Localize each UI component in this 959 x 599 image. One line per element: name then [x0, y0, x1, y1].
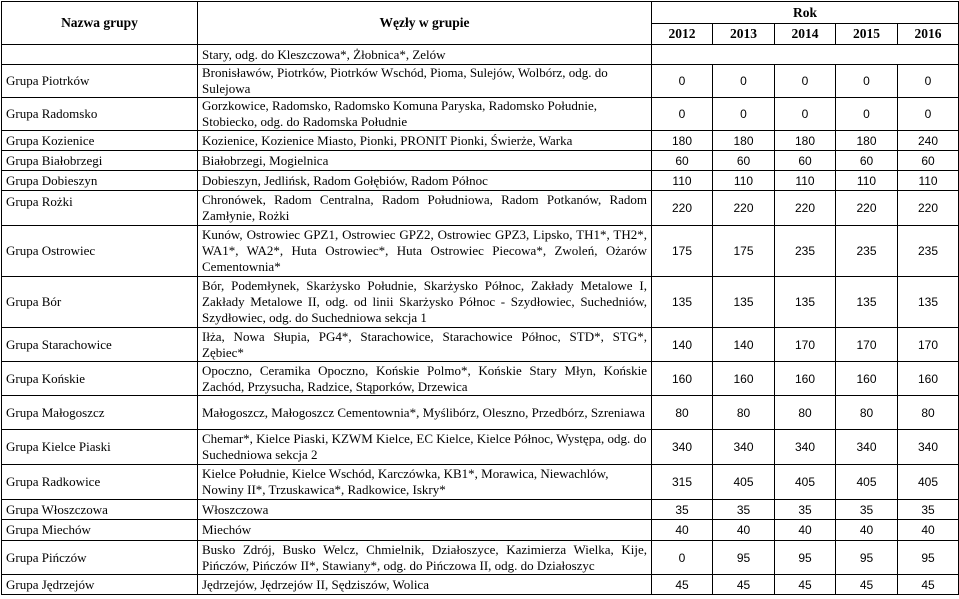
- empty-cell: [2, 45, 198, 65]
- year-value: 80: [713, 396, 775, 430]
- group-name: Grupa Pińczów: [2, 541, 198, 575]
- year-value: 40: [713, 520, 775, 541]
- table-row: [2, 575, 959, 595]
- year-value: 95: [775, 541, 836, 575]
- year-value: 340: [898, 430, 959, 465]
- table-row: [2, 328, 959, 362]
- group-name: Grupa Jędrzejów: [2, 575, 198, 595]
- year-value: 220: [713, 191, 775, 226]
- group-nodes: Białobrzegi, Mogielnica: [198, 151, 652, 171]
- group-name: Grupa Radkowice: [2, 465, 198, 500]
- group-name: Grupa Rożki: [2, 191, 198, 226]
- header-year: 2013: [713, 24, 775, 45]
- year-value: 180: [836, 131, 898, 151]
- table-row: [2, 191, 959, 226]
- year-value: 160: [898, 362, 959, 396]
- empty-cell: [652, 45, 959, 65]
- group-name: Grupa Małogoszcz: [2, 396, 198, 430]
- table-row: [2, 430, 959, 465]
- group-nodes: Bór, Podemłynek, Skarżysko Południe, Skarżysko Północ, Zakłady Metalowe I, Zakłady Metalowe II, odg. od linii Skarżysko Północ - Szydłowiec, Suchedniów, Szydłowiec, odg. do Suchedniowa sekcja 1: [198, 277, 652, 328]
- year-value: 220: [898, 191, 959, 226]
- group-nodes: Dobieszyn, Jedlińsk, Radom Gołębiów, Radom Północ: [198, 171, 652, 191]
- table-row: [2, 465, 959, 500]
- year-value: 135: [898, 277, 959, 328]
- group-nodes: Kozienice, Kozienice Miasto, Pionki, PRONIT Pionki, Świerże, Warka: [198, 131, 652, 151]
- group-nodes: Chronówek, Radom Centralna, Radom Południowa, Radom Potkanów, Radom Zamłynie, Rożki: [198, 191, 652, 226]
- year-value: 95: [898, 541, 959, 575]
- year-value: 405: [775, 465, 836, 500]
- header-year: 2014: [775, 24, 836, 45]
- header-year: 2015: [836, 24, 898, 45]
- year-value: 80: [652, 396, 713, 430]
- group-nodes: Gorzkowice, Radomsko, Radomsko Komuna Paryska, Radomsko Południe, Stobiecko, odg. do Radomska Południe: [198, 98, 652, 131]
- year-value: 110: [713, 171, 775, 191]
- group-name: Grupa Miechów: [2, 520, 198, 541]
- group-name: Grupa Końskie: [2, 362, 198, 396]
- year-value: 340: [652, 430, 713, 465]
- header-year: 2012: [652, 24, 713, 45]
- year-value: 160: [652, 362, 713, 396]
- year-value: 170: [898, 328, 959, 362]
- year-value: 180: [775, 131, 836, 151]
- year-value: 40: [775, 520, 836, 541]
- year-value: 35: [775, 500, 836, 520]
- group-nodes: Iłża, Nowa Słupia, PG4*, Starachowice, Starachowice Północ, STD*, STG*, Zębiec*: [198, 328, 652, 362]
- year-value: 135: [836, 277, 898, 328]
- year-value: 160: [713, 362, 775, 396]
- table-row: [2, 500, 959, 520]
- year-value: 240: [898, 131, 959, 151]
- year-value: 405: [836, 465, 898, 500]
- table-row: [2, 362, 959, 396]
- year-value: 110: [898, 171, 959, 191]
- year-value: 35: [836, 500, 898, 520]
- year-value: 110: [836, 171, 898, 191]
- year-value: 0: [775, 98, 836, 131]
- year-value: 175: [713, 226, 775, 277]
- table-row: [2, 131, 959, 151]
- year-value: 40: [652, 520, 713, 541]
- groups-table: [1, 1, 959, 595]
- year-value: 220: [775, 191, 836, 226]
- year-value: 175: [652, 226, 713, 277]
- year-value: 110: [775, 171, 836, 191]
- table-row: [2, 171, 959, 191]
- year-value: 40: [898, 520, 959, 541]
- group-name: Grupa Włoszczowa: [2, 500, 198, 520]
- group-name: Grupa Piotrków: [2, 65, 198, 98]
- year-value: 0: [898, 65, 959, 98]
- group-nodes: Włoszczowa: [198, 500, 652, 520]
- year-value: 45: [652, 575, 713, 595]
- year-value: 160: [775, 362, 836, 396]
- year-value: 135: [775, 277, 836, 328]
- year-value: 140: [652, 328, 713, 362]
- year-value: 80: [898, 396, 959, 430]
- group-name: Grupa Kozienice: [2, 131, 198, 151]
- year-value: 180: [652, 131, 713, 151]
- table-row: [2, 98, 959, 131]
- table-row: [2, 65, 959, 98]
- table-row: [2, 226, 959, 277]
- year-value: 35: [652, 500, 713, 520]
- year-value: 0: [713, 65, 775, 98]
- year-value: 0: [836, 98, 898, 131]
- year-value: 80: [836, 396, 898, 430]
- header-group-name: Nazwa grupy: [2, 2, 198, 45]
- year-value: 0: [898, 98, 959, 131]
- year-value: 35: [898, 500, 959, 520]
- header-nodes: Węzły w grupie: [198, 2, 652, 45]
- group-nodes: Opoczno, Ceramika Opoczno, Końskie Polmo*, Końskie Stary Młyn, Końskie Zachód, Przysucha, Radzice, Stąporków, Drzewica: [198, 362, 652, 396]
- group-nodes: Kunów, Ostrowiec GPZ1, Ostrowiec GPZ2, Ostrowiec GPZ3, Lipsko, TH1*, TH2*, WA1*, WA2*, Huta Ostrowiec*, Huta Ostrowiec Piecowa*, Zwoleń, Ożarów Cementownia*: [198, 226, 652, 277]
- year-value: 0: [836, 65, 898, 98]
- group-name: Grupa Białobrzegi: [2, 151, 198, 171]
- table-row: [2, 541, 959, 575]
- table-row: [2, 151, 959, 171]
- year-value: 45: [836, 575, 898, 595]
- year-value: 60: [836, 151, 898, 171]
- year-value: 405: [713, 465, 775, 500]
- year-value: 220: [836, 191, 898, 226]
- group-name: Grupa Radomsko: [2, 98, 198, 131]
- year-value: 0: [652, 65, 713, 98]
- year-value: 60: [898, 151, 959, 171]
- year-value: 315: [652, 465, 713, 500]
- header-year: 2016: [898, 24, 959, 45]
- year-value: 60: [652, 151, 713, 171]
- year-value: 45: [713, 575, 775, 595]
- year-value: 140: [713, 328, 775, 362]
- year-value: 135: [652, 277, 713, 328]
- year-value: 340: [713, 430, 775, 465]
- year-value: 340: [775, 430, 836, 465]
- year-value: 235: [836, 226, 898, 277]
- year-value: 80: [775, 396, 836, 430]
- year-value: 110: [652, 171, 713, 191]
- year-value: 45: [898, 575, 959, 595]
- group-nodes: Miechów: [198, 520, 652, 541]
- group-name: Grupa Dobieszyn: [2, 171, 198, 191]
- year-value: 235: [898, 226, 959, 277]
- year-value: 340: [836, 430, 898, 465]
- year-value: 45: [775, 575, 836, 595]
- year-value: 0: [652, 98, 713, 131]
- group-nodes: Kielce Południe, Kielce Wschód, Karczówka, KB1*, Morawica, Niewachlów, Nowiny II*, Trzuskawica*, Radkowice, Iskry*: [198, 465, 652, 500]
- group-nodes-carryover: Stary, odg. do Kleszczowa*, Żłobnica*, Zelów: [198, 45, 652, 65]
- year-value: 170: [836, 328, 898, 362]
- group-name: Grupa Kielce Piaski: [2, 430, 198, 465]
- year-value: 95: [713, 541, 775, 575]
- year-value: 170: [775, 328, 836, 362]
- year-value: 235: [775, 226, 836, 277]
- header-year-title: Rok: [652, 2, 959, 24]
- group-nodes: Bronisławów, Piotrków, Piotrków Wschód, Pioma, Sulejów, Wolbórz, odg. do Sulejowa: [198, 65, 652, 98]
- year-value: 160: [836, 362, 898, 396]
- group-name: Grupa Starachowice: [2, 328, 198, 362]
- group-nodes: Busko Zdrój, Busko Welcz, Chmielnik, Działoszyce, Kazimierza Wielka, Kije, Pińczów, Pińczów II*, Stawiany*, odg. do Pińczowa II, odg. do Działoszyc: [198, 541, 652, 575]
- table-row: [2, 520, 959, 541]
- year-value: 0: [775, 65, 836, 98]
- year-value: 180: [713, 131, 775, 151]
- group-nodes: Chemar*, Kielce Piaski, KZWM Kielce, EC Kielce, Kielce Północ, Występa, odg. do Suchedniowa sekcja 2: [198, 430, 652, 465]
- group-name: Grupa Ostrowiec: [2, 226, 198, 277]
- year-value: 220: [652, 191, 713, 226]
- table-row: [2, 277, 959, 328]
- table-row: [2, 396, 959, 430]
- year-value: 95: [836, 541, 898, 575]
- group-nodes: Małogoszcz, Małogoszcz Cementownia*, Myślibórz, Oleszno, Przedbórz, Szreniawa: [198, 396, 652, 430]
- year-value: 40: [836, 520, 898, 541]
- year-value: 135: [713, 277, 775, 328]
- year-value: 60: [713, 151, 775, 171]
- year-value: 405: [898, 465, 959, 500]
- year-value: 60: [775, 151, 836, 171]
- year-value: 0: [713, 98, 775, 131]
- year-value: 0: [652, 541, 713, 575]
- group-nodes: Jędrzejów, Jędrzejów II, Sędziszów, Wolica: [198, 575, 652, 595]
- group-name: Grupa Bór: [2, 277, 198, 328]
- year-value: 35: [713, 500, 775, 520]
